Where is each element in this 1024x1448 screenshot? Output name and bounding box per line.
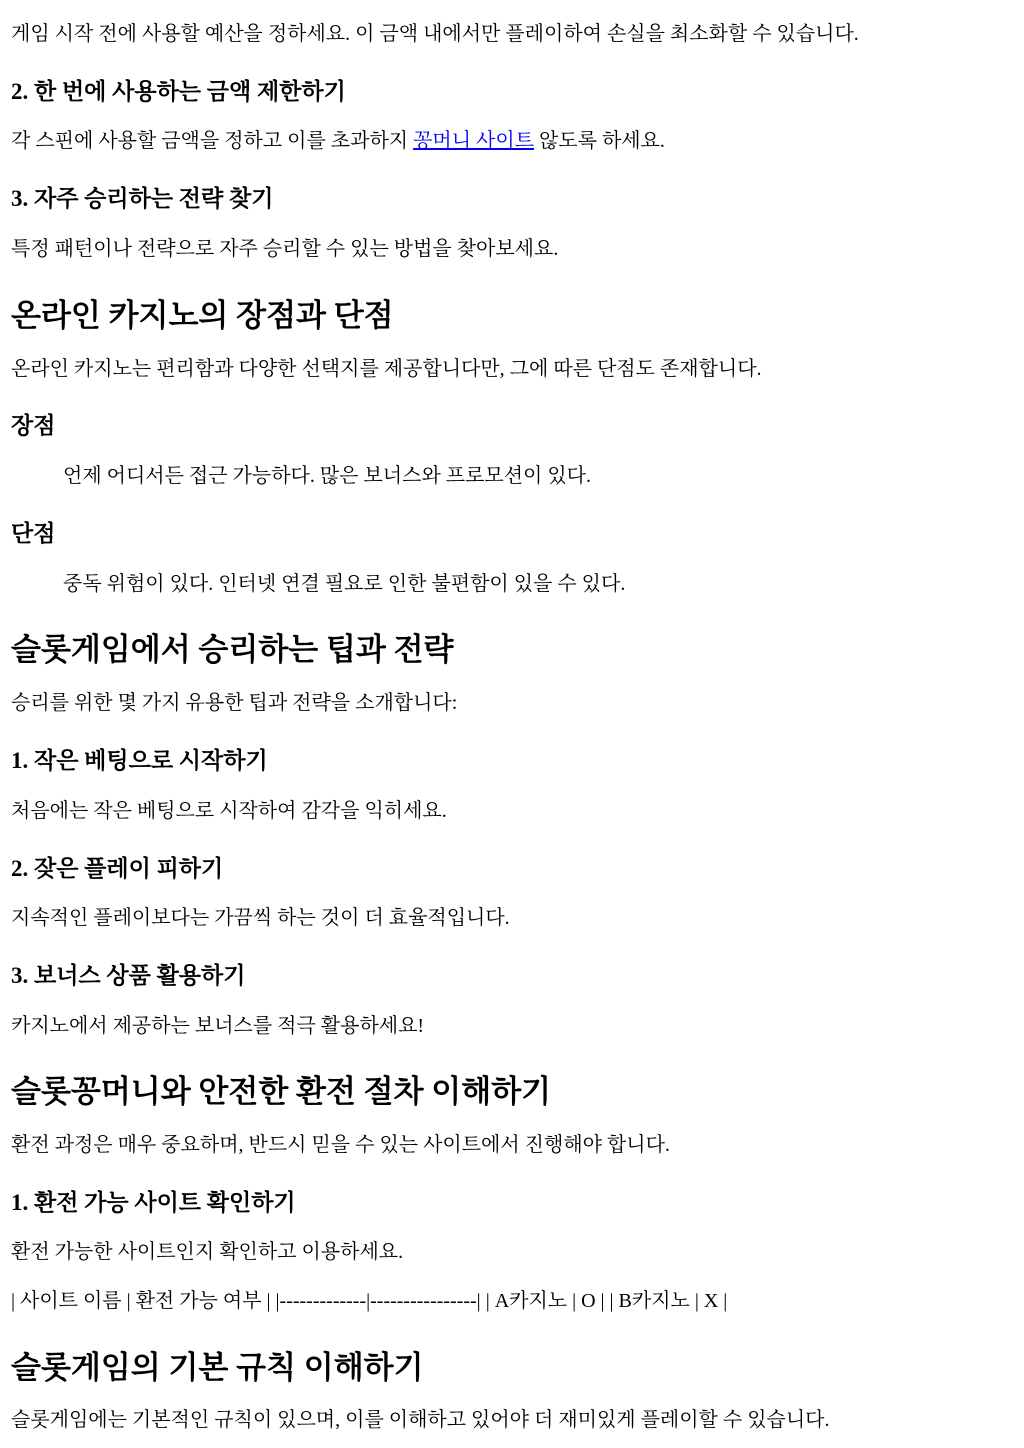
tips-heading: 슬롯게임에서 승리하는 팁과 전략 (11, 631, 454, 667)
rules-intro: 슬롯게임에는 기본적인 규칙이 있으며, 이를 이해하고 있어야 더 재미있게 플레이할 수 있습니다. (11, 1409, 830, 1431)
budget-item2-text (11, 131, 665, 151)
pros-cons-heading: 온라인 카지노의 장점과 단점 (11, 297, 394, 333)
budget-item3-text: 특정 패턴이나 전략으로 자주 승리할 수 있는 방법을 찾아보세요. (11, 238, 559, 260)
cons-text: 중독 위험이 있다. 인터넷 연결 필요로 인한 불편함이 있을 수 있다. (63, 573, 626, 595)
exchange-intro: 환전 과정은 매우 중요하며, 반드시 믿을 수 있는 사이트에서 진행해야 합니다. (11, 1134, 670, 1156)
exchange-heading: 슬롯꽁머니와 안전한 환전 절차 이해하기 (11, 1073, 552, 1109)
pros-text: 언제 어디서든 접근 가능하다. 많은 보너스와 프로모션이 있다. (63, 465, 591, 487)
tips-item3-text: 카지노에서 제공하는 보너스를 적극 활용하세요! (11, 1015, 425, 1037)
raw-markdown-table: | 사이트 이름 | 환전 가능 여부 | |-------------|----------------| | A카지노 | O | | B카지노 | X | (11, 1290, 728, 1312)
rules-heading: 슬롯게임의 기본 규칙 이해하기 (11, 1349, 424, 1385)
budget-item2-heading: 2. 한 번에 사용하는 금액 제한하기 (11, 79, 346, 104)
budget-item2-text-before: 각 스핀에 사용할 금액을 정하고 이를 초과하지 (11, 130, 414, 152)
tips-intro: 승리를 위한 몇 가지 유용한 팁과 전략을 소개합니다: (11, 692, 458, 714)
exchange-item1-text: 환전 가능한 사이트인지 확인하고 이용하세요. (11, 1241, 404, 1263)
tips-item2-heading: 2. 잦은 플레이 피하기 (11, 856, 224, 881)
tips-item1-heading: 1. 작은 베팅으로 시작하기 (11, 748, 268, 773)
pros-cons-intro: 온라인 카지노는 편리함과 다양한 선택지를 제공합니다만, 그에 따른 단점도 존재합니다. (11, 358, 762, 380)
cons-heading: 단점 (11, 521, 56, 546)
tips-item3-heading: 3. 보너스 상품 활용하기 (11, 963, 246, 988)
budget-item3-heading: 3. 자주 승리하는 전략 찾기 (11, 186, 274, 211)
pros-heading: 장점 (11, 413, 56, 438)
tips-item2-text: 지속적인 플레이보다는 가끔씩 하는 것이 더 효율적입니다. (11, 907, 510, 929)
exchange-item1-heading: 1. 환전 가능 사이트 확인하기 (11, 1190, 296, 1215)
tips-item1-text: 처음에는 작은 베팅으로 시작하여 감각을 익히세요. (11, 800, 447, 822)
budget-item2-text-after: 않도록 하세요. (534, 130, 665, 152)
budget-intro-text: 게임 시작 전에 사용할 예산을 정하세요. 이 금액 내에서만 플레이하여 손실을 최소화할 수 있습니다. (11, 23, 859, 45)
kkongmoney-site-link[interactable]: 꽁머니 사이트 (413, 130, 535, 152)
